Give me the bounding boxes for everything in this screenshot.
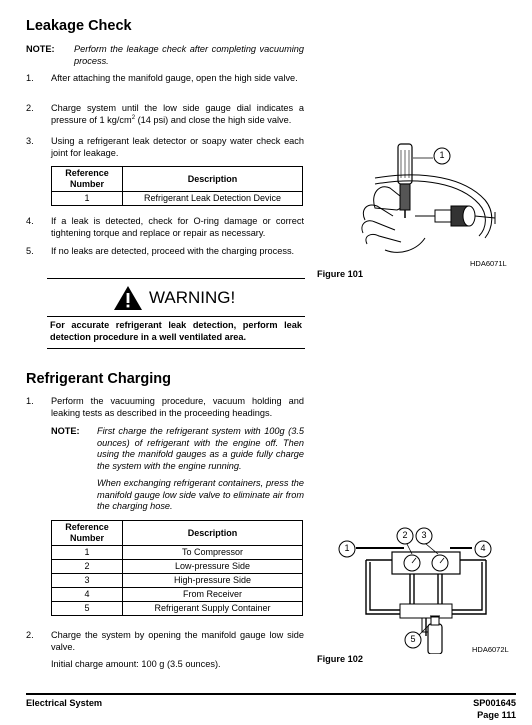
note-text: Perform the leakage check after completing vacuuming process. xyxy=(74,44,304,66)
table-row: 2 Low-pressure Side xyxy=(52,560,303,574)
note-label: NOTE: xyxy=(51,426,80,436)
figure-code: HDA6071L xyxy=(470,259,507,268)
table-row: 1 To Compressor xyxy=(52,546,303,560)
step-number: 3. xyxy=(26,136,34,146)
step-text: Charge the system by opening the manifold gauge low side valve. xyxy=(51,630,304,652)
footer-rule xyxy=(26,693,516,695)
step-text: Charge system until the low side gauge dial indicates a pressure of 1 $kg/cm^2$ (14 psi) and close the high side valve. xyxy=(51,103,304,125)
warning-box xyxy=(47,278,305,349)
step-text: If no leaks are detected, proceed with the charging process. xyxy=(51,246,295,256)
step-number: 1. xyxy=(26,73,34,83)
step-text: Perform the vacuuming procedure, vacuum holding and leaking tests as described in the proceeding headings. xyxy=(51,396,304,418)
table-row: 4 From Receiver xyxy=(52,588,303,602)
reference-table-leak xyxy=(51,166,303,206)
section-title-leakage-check: Leakage Check xyxy=(26,18,132,34)
callout-circle: 2 xyxy=(396,527,414,545)
table-row: 3 High-pressure Side xyxy=(52,574,303,588)
callout-circle: 1 xyxy=(433,147,451,165)
step-text: If a leak is detected, check for O-ring damage or correct tightening torque and replace or repair as necessary. xyxy=(51,216,304,238)
table-header: Reference Number xyxy=(52,521,123,546)
section-title-refrigerant-charging: Refrigerant Charging xyxy=(26,371,172,387)
step-number: 4. xyxy=(26,216,34,226)
note-text: First charge the refrigerant system with 100g (3.5 ounces) of refrigerant with the engine off. Then using the manifold gauges as a guide fully charge the system with the engine running. xyxy=(97,426,304,471)
note-text: When exchanging refrigerant containers, press the manifold gauge low side valve to eliminate air from the charging hose. xyxy=(97,478,304,511)
warning-text: For accurate refrigerant leak detection, perform leak detection procedure in a well ventilated area. xyxy=(50,320,302,342)
table-row: 5 Refrigerant Supply Container xyxy=(52,602,303,616)
callout-circle: 1 xyxy=(338,540,356,558)
figure-caption: Figure 102 xyxy=(317,654,363,664)
footer-section-name: Electrical System xyxy=(26,698,103,708)
step-number: 5. xyxy=(26,246,34,256)
figure-code: HDA6072L xyxy=(472,645,509,654)
initial-charge-text: Initial charge amount: 100 g (3.5 ounces). xyxy=(51,659,221,669)
callout-circle: 5 xyxy=(404,631,422,649)
callout-circle: 4 xyxy=(474,540,492,558)
warning-divider xyxy=(47,316,305,317)
step-number: 2. xyxy=(26,630,34,640)
table-header: Description xyxy=(123,167,303,192)
table-row: 1 Refrigerant Leak Detection Device xyxy=(52,192,303,206)
step-text: Using a refrigerant leak detector or soapy water check each joint for leakage. xyxy=(51,136,304,158)
warning-triangle-icon xyxy=(113,285,143,311)
table-header: Description xyxy=(123,521,303,546)
footer-doc-number: SP001645 xyxy=(473,698,516,708)
figure-caption: Figure 101 xyxy=(317,269,363,279)
warning-title: WARNING! xyxy=(149,288,236,307)
table-header: Reference Number xyxy=(52,167,123,192)
step-text: After attaching the manifold gauge, open the high side valve. xyxy=(51,73,298,83)
reference-table-charging xyxy=(51,520,303,616)
step-number: 1. xyxy=(26,396,34,406)
step-number: 2. xyxy=(26,103,34,113)
footer-page-number: Page 111 xyxy=(477,710,516,720)
note-label: NOTE: xyxy=(26,44,55,54)
callout-circle: 3 xyxy=(415,527,433,545)
